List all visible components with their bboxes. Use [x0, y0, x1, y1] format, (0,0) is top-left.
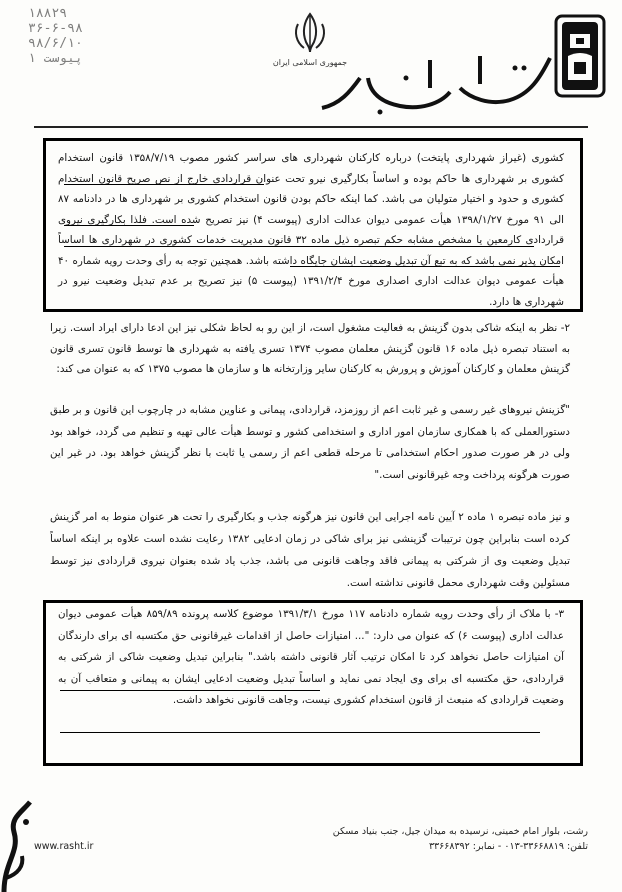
decorative-ornament — [0, 782, 40, 892]
handwritten-line: ۹۸/۶/۱۰ — [28, 36, 83, 51]
underline-mark — [60, 732, 540, 733]
handwritten-reference — [28, 6, 128, 76]
rasht-municipality-logo — [546, 10, 614, 102]
paragraph-law-applicability: کشوری (غیراز شهرداری پایتخت) درباره کارکنان شهرداری های سراسر کشور مصوب ۱۳۵۸/۷/۱۹ قانون استخدام کشوری بر شهرداری ها حاکم بوده و اساساً بکارگیری نیرو تحت عنوان قراردادی خارج از نص صریح قانون استخدام کشوری و حدود و اختیار متولیان می باشد. کما اینکه حاکم بودن قانون استخدام کشوری بر شهرداری ها در دادنامه ۸۷ الی ۹۱ مورخ ۱۳۹۸/۱/۲۷ هیأت عمومی دیوان عدالت اداری (پیوست ۴) نیز تصریح شده است. فلذا بکارگیری نیروی قراردادی کارمعین یا مشخص مشابه حکم تبصره ذیل ماده ۳۲ قانون مدیریت خدمات کشوری در شهرداری ها اساساً امکان پذیر نمی باشد که به تبع آن تبدیل وضعیت ایشان جایگاه داشته باشد. همچنین توجه به رأی وحدت رویه شماره ۴۰ هیأت عمومی دیوان عدالت اداری اصداری مورخ ۱۳۹۱/۲/۴ (پیوست ۵) نیز تصریح بر عدم تبدیل وضعیت نیرو در شهرداری ها دارد. — [58, 152, 564, 308]
underline-mark — [64, 246, 534, 247]
letter-footer — [34, 824, 588, 854]
footer-website: www.rasht.ir — [34, 841, 94, 852]
municipality-calligraphy-logo — [310, 48, 560, 118]
handwritten-line: پیوست ۱ — [28, 51, 83, 66]
emblem-caption: جمهوری اسلامی ایران — [272, 58, 348, 67]
quoted-law-text: "گزینش نیروهای غیر رسمی و غیر ثابت اعم از روزمزد، قراردادی، پیمانی و عناوین مشابه در چارچوب این قانون و بر طبق دستورالعملی که با همکاری سازمان امور اداری و استخدامی کشور و توسط هیأت عالی تهیه و تنظیم می گردد، خواهد بود ولی در هر صورت صدور احکام استخدامی تا مرحله قطعی اعم از رسمی یا ثابت با نظر گزینش خواهد بود. در غیر این صورت هرگونه پرداخت وجه غیرقانونی است." — [50, 404, 570, 481]
paragraph-selection-requirement: ۲- نظر به اینکه شاکی بدون گزینش به فعالیت مشغول است، از این رو به لحاظ شکلی نیز این ادعا دارای ایراد است. زیرا به استناد تبصره ذیل ماده ۱۶ قانون گزینش معلمان مصوب ۱۳۷۴ تسری یافته به شهرداری ها توسط قانون تسری قانون گزینش معلمان و کارکنان آموزش و پرورش به کارکنان سایر وزارتخانه ها و سازمان ها مصوب ۱۳۷۵ که به عنوان می کند: — [50, 322, 570, 375]
handwritten-line: ۱۸۸۲۹ ۳۶-۶-۹۸ — [28, 6, 83, 36]
footer-address: رشت، بلوار امام خمینی، نرسیده به میدان جیل، جنب بنیاد مسکن — [332, 826, 588, 837]
underline-mark — [64, 184, 264, 185]
footer-phone: تلفن: ۳۳۶۶۸۸۱۹-۰۱۳ - نمابر: ۳۳۶۶۸۳۹۲ — [428, 841, 588, 852]
underline-mark — [64, 225, 194, 226]
paragraph-bylaw-note: و نیز ماده تبصره ۱ ماده ۲ آیین نامه اجرایی این قانون نیز هرگونه جذب و بکارگیری را تحت هر عنوان منوط به امر گزینش کرده است بنابراین چون ترتیبات گزینشی نیز برای شاکی در زمان ادعایی ۱۳۸۲ رعایت نشده است علاوه بر اینکه اساساً تبدیل وضعیت وی از شرکتی به پیمانی فاقد وجاهت قانونی می باشد، جذب یاد شده بعنوان نیروی قراردادی نیز توسط مسئولین وقت شهرداری محمل قانونی نداشته است. — [50, 511, 570, 589]
paragraph-precedent-ruling: ۳- با ملاک از رأی وحدت رویه شماره دادنامه ۱۱۷ مورخ ۱۳۹۱/۳/۱ موضوع کلاسه پرونده ۸۵۹/۸۹ هیأت عمومی دیوان عدالت اداری (پیوست ۶) که عنوان می دارد: "... امتیازات حاصل از اقدامات غیرقانونی حق مکتسبه ای برای دارندگان آن امتیازات حاصل نخواهد کرد تا امکان ترتیب آثار قانونی داشته باشد." بنابراین تبدیل وضعیت شاکی از شرکتی به قراردادی، حق مکتسبه ای برای وی ایجاد نمی نماید و اساساً تبدیل وضعیت ادعایی ایشان به پیمانی و متعاقب آن به وضعیت قراردادی که منبعث از قانون استخدام کشوری نیست، وجاهت قانونی نخواهد داشت. — [58, 608, 565, 706]
header-rule — [34, 126, 588, 128]
underline-mark — [60, 690, 320, 691]
underline-mark — [290, 266, 560, 267]
